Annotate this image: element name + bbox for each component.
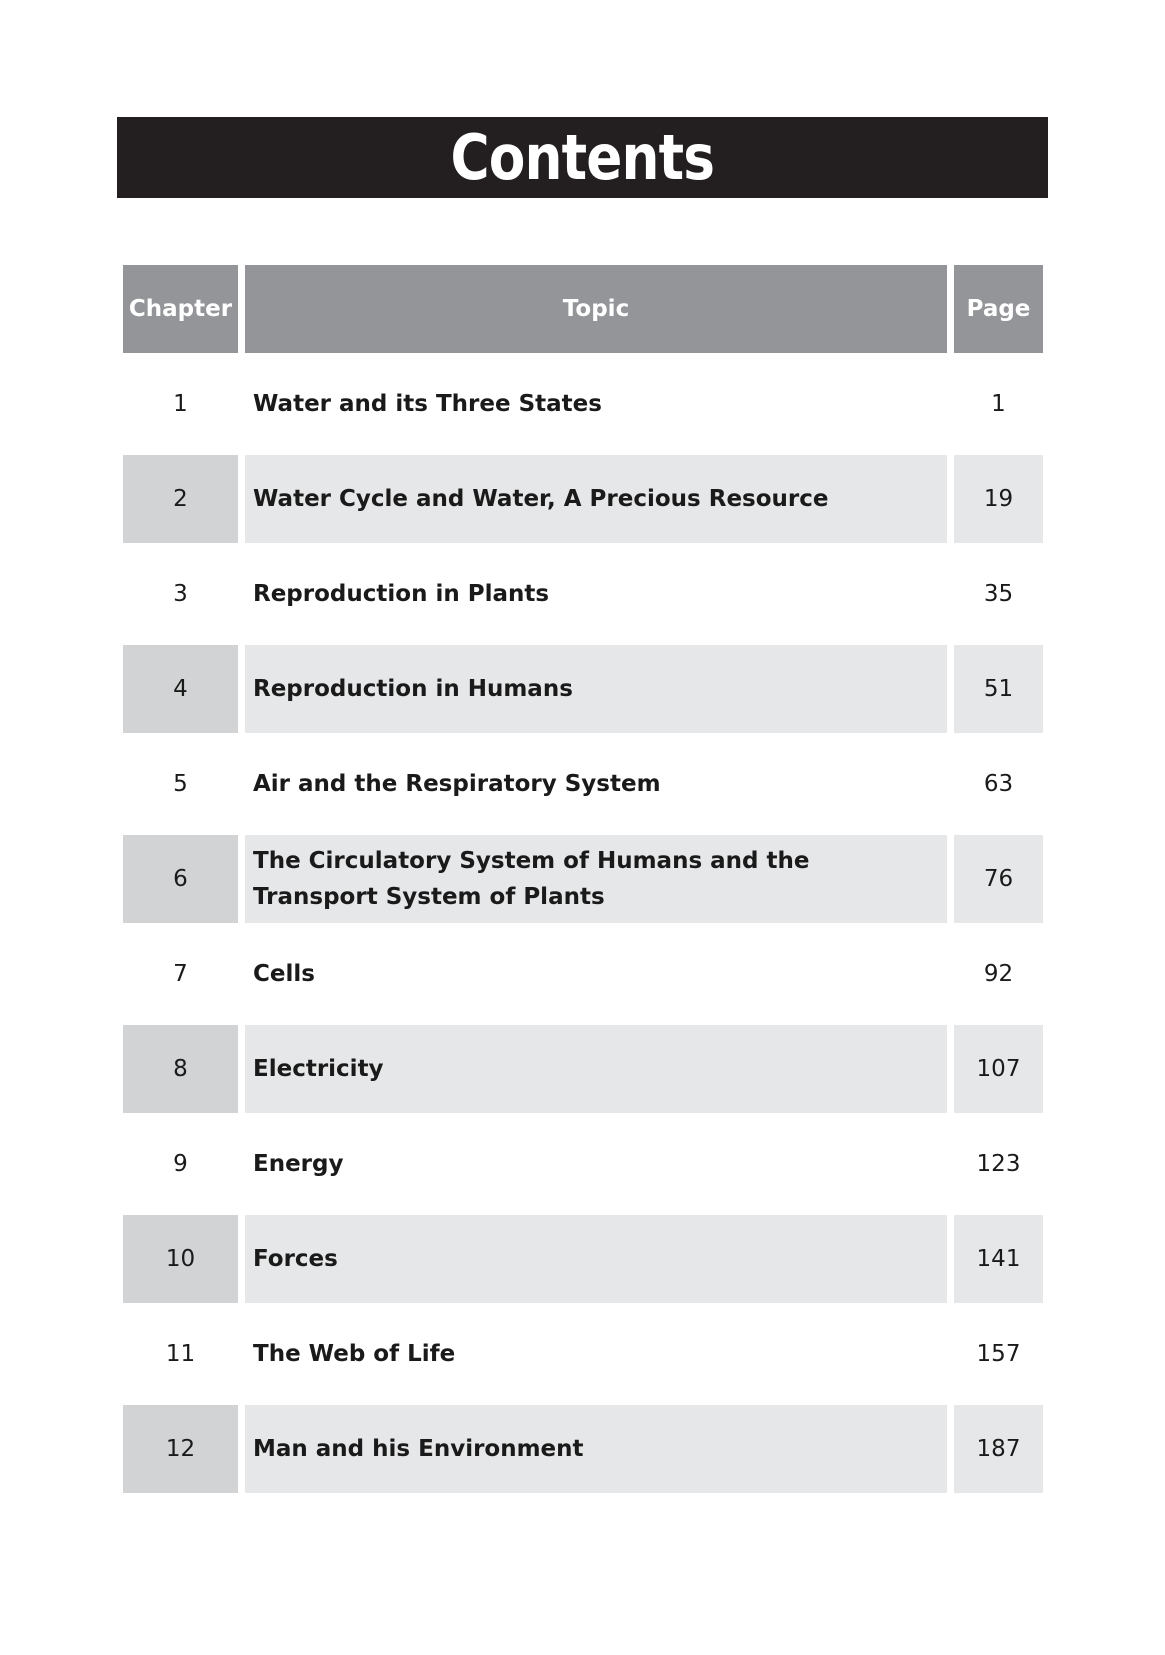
page-number: 107 [954, 1025, 1043, 1113]
page-number: 187 [954, 1405, 1043, 1493]
table-row [123, 1025, 1043, 1113]
chapter-topic: Forces [245, 1215, 947, 1303]
chapter-number: 1 [173, 391, 188, 417]
chapter-topic: The Web of Life [253, 1341, 456, 1367]
page-number: 19 [954, 455, 1043, 543]
table-header [123, 265, 1043, 353]
page-number: 92 [983, 961, 1014, 987]
chapter-topic: Reproduction in Plants [253, 581, 550, 607]
table-row [123, 455, 1043, 543]
table-row [123, 1215, 1043, 1303]
table-row [123, 1405, 1043, 1493]
page-number: 123 [976, 1151, 1021, 1177]
chapter-number: 10 [123, 1215, 238, 1303]
chapter-topic: Man and his Environment [245, 1405, 947, 1493]
chapter-topic: The Circulatory System of Humans and the Transport System of Plants [245, 835, 947, 923]
chapter-topic: Energy [253, 1151, 344, 1177]
chapter-topic: Water and its Three States [253, 391, 602, 417]
chapter-number: 4 [123, 645, 238, 733]
chapter-number: 9 [173, 1151, 188, 1177]
table-row [123, 645, 1043, 733]
chapter-topic: Cells [253, 961, 315, 987]
table-row [123, 1120, 1043, 1208]
chapter-number: 6 [123, 835, 238, 923]
header-page: Page [954, 265, 1043, 353]
page-number: 1 [991, 391, 1006, 417]
table-row [123, 360, 1043, 448]
page-number: 63 [983, 771, 1014, 797]
table-row [123, 1310, 1043, 1398]
chapter-number: 11 [165, 1341, 196, 1367]
page-number: 157 [976, 1341, 1021, 1367]
page-number: 35 [983, 581, 1014, 607]
table-row [123, 930, 1043, 1018]
table-row [123, 740, 1043, 828]
table-row [123, 835, 1043, 923]
page-number: 51 [954, 645, 1043, 733]
header-topic: Topic [245, 265, 947, 353]
contents-table [123, 265, 1043, 1493]
page-number: 141 [954, 1215, 1043, 1303]
header-chapter: Chapter [123, 265, 238, 353]
chapter-topic: Air and the Respiratory System [253, 771, 661, 797]
table-row [123, 550, 1043, 638]
chapter-number: 2 [123, 455, 238, 543]
chapter-topic: Water Cycle and Water, A Precious Resource [245, 455, 947, 543]
chapter-topic: Reproduction in Humans [245, 645, 947, 733]
page-number: 76 [954, 835, 1043, 923]
title-bar [117, 117, 1048, 198]
chapter-number: 8 [123, 1025, 238, 1113]
chapter-number: 3 [173, 581, 188, 607]
chapter-number: 7 [173, 961, 188, 987]
chapter-topic: Electricity [245, 1025, 947, 1113]
page-title: Contents [450, 120, 715, 194]
chapter-number: 12 [123, 1405, 238, 1493]
chapter-number: 5 [173, 771, 188, 797]
